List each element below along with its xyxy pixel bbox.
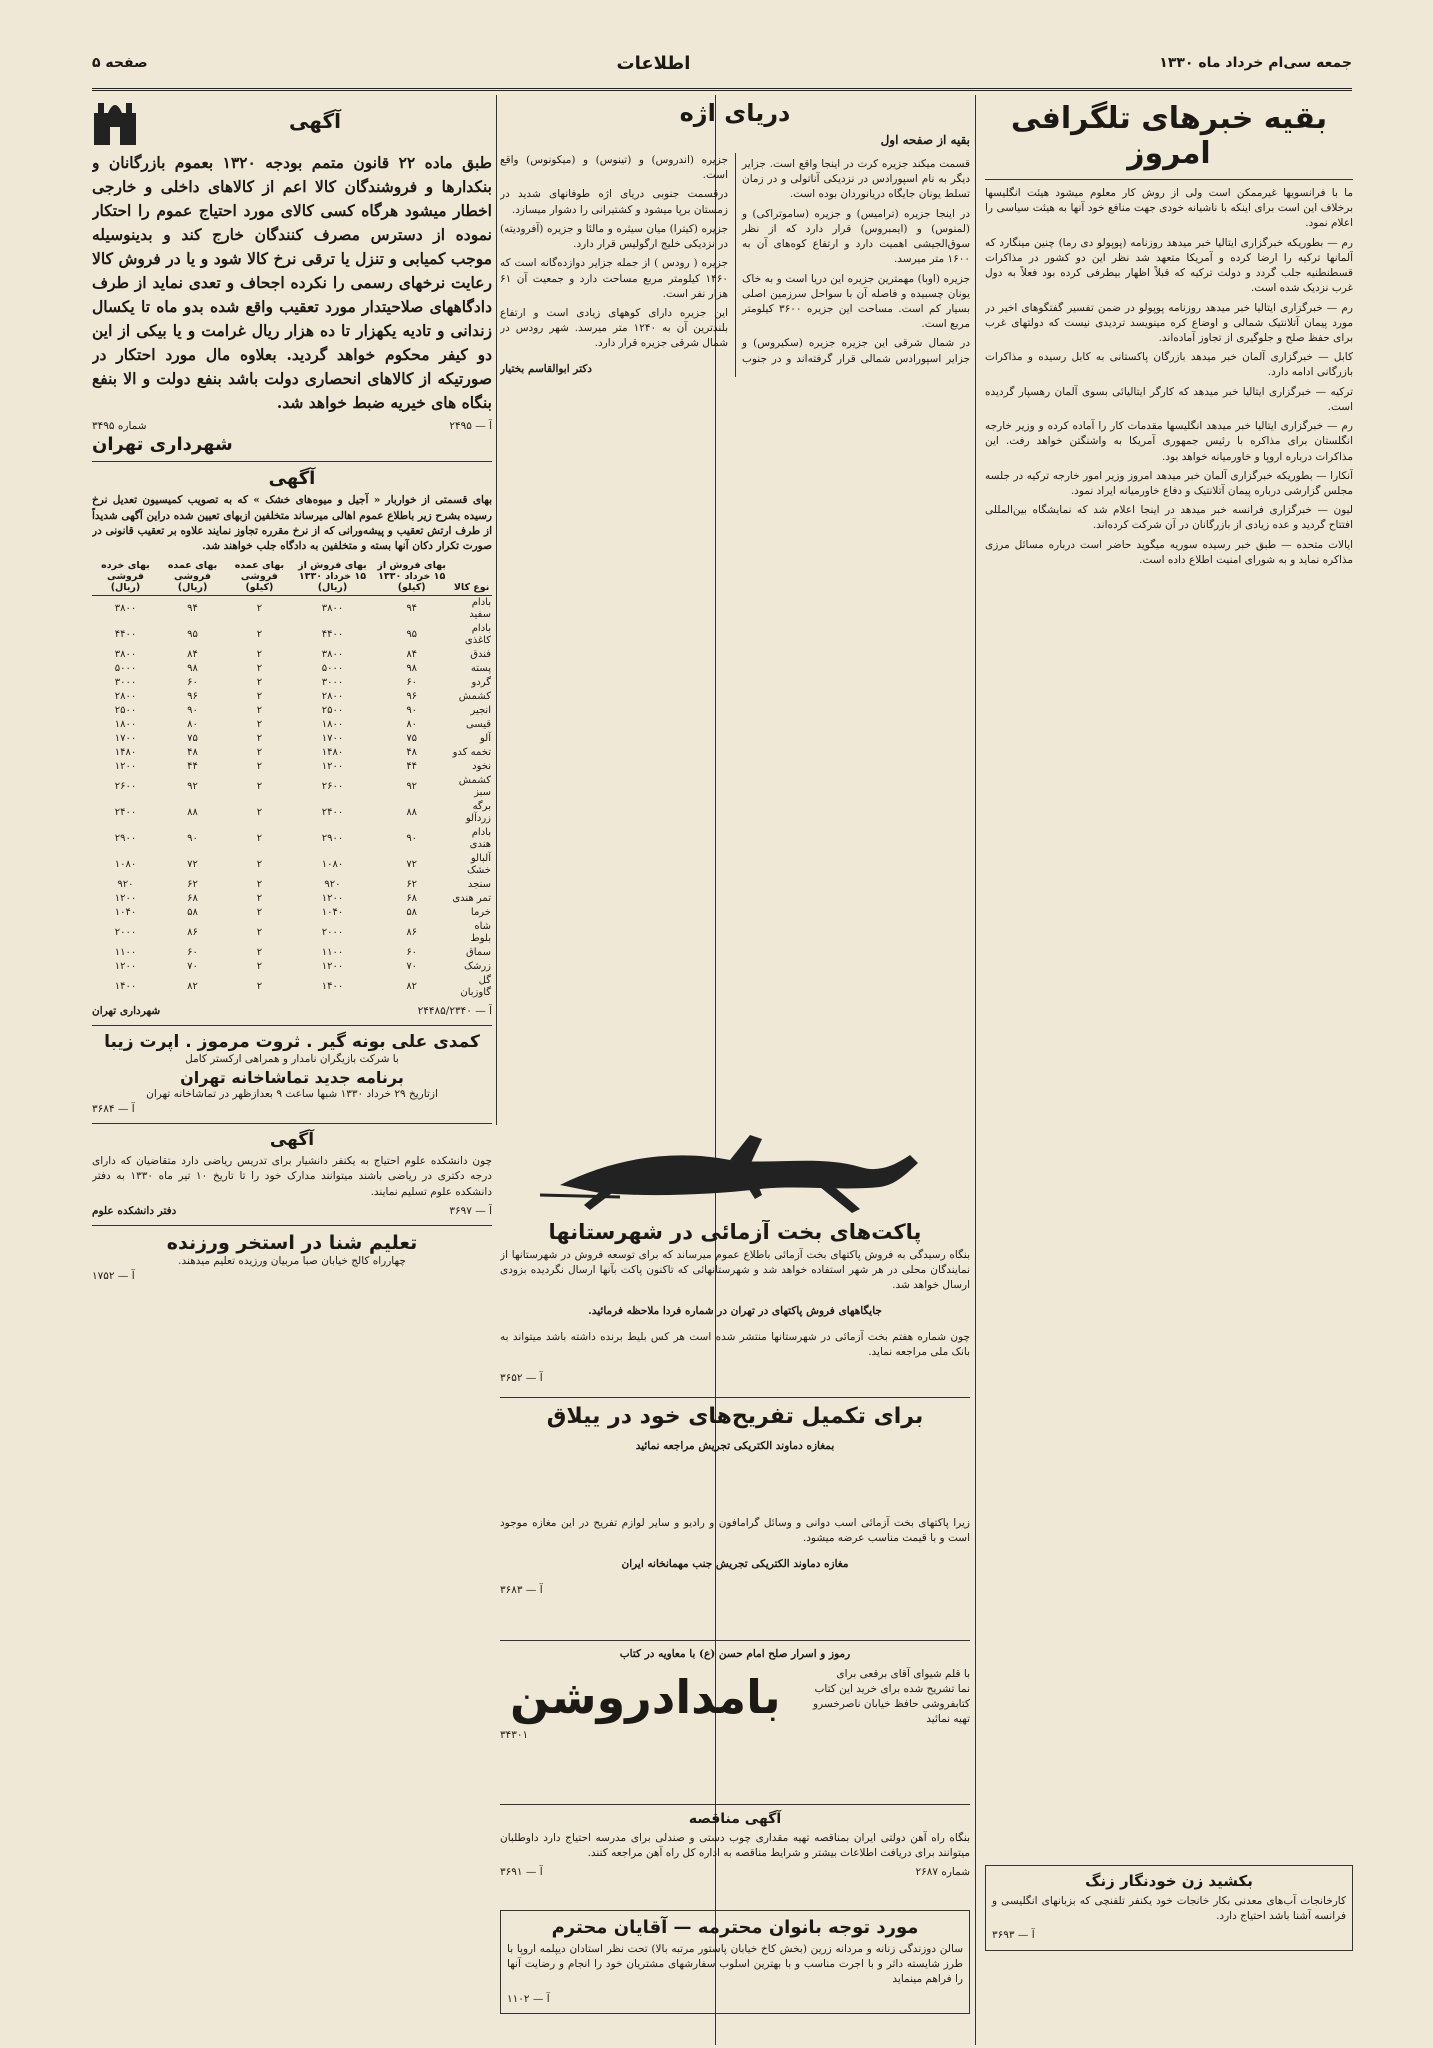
table-cell: ۷۲ (187, 859, 198, 871)
table-cell: ۷۲ (406, 859, 418, 871)
news-paragraph: ایالات متحده — طبق خبر رسیده سوریه میگوید حاضر است درباره مسائل مرزی مذاکره نماید و به شورای امنیت اطلاع داده است. (985, 538, 1353, 566)
table-row (92, 622, 492, 648)
table-cell: ۲ (256, 961, 263, 973)
lottery-body2: چون شماره هفتم بخت آزمائی در شهرستانها منتشر شده است هر کس بلیط برنده داشته باشد میتواند به بانک ملی مراجعه نماید. (500, 1330, 970, 1359)
table-cell: ۸۶ (406, 927, 418, 939)
tailor-ad (500, 1910, 970, 2040)
table-cell: ۸۸ (187, 807, 198, 819)
page-date: جمعه سی‌ام خرداد ماه ۱۳۳۰ (1159, 55, 1352, 71)
table-cell: ۱۴۰۰ (321, 981, 344, 993)
table-cell: ۲ (256, 691, 263, 703)
table-cell: ۳۸۰۰ (321, 603, 344, 615)
table-cell: ۸۴ (187, 649, 198, 661)
table-cell: ۲ (256, 663, 263, 675)
lottery-body: بنگاه رسیدگی به فروش پاکتهای بخت آزمائی باطلاع عموم میرساند که برای توسعه فروش در شهرستانها از نمایندگان محلی در هر شهر استفاده خواهد شد و شهرستانهائی که تاکنون پاکت بآنها ارسال نگردیده بزودی ارسال خواهد شد. (500, 1249, 970, 1292)
table-cell: ۱۸۰۰ (114, 719, 137, 731)
table-cell: ۸۰ (187, 719, 198, 731)
sea-paragraph: جزیره ( رودس ) از جمله جزایر دوازده‌گانه است که ۱۴۶۰ کیلومتر مربع مساحت دارد و جمعیت آن ۶۱ هزار نفر است. (500, 257, 728, 300)
price-ad-title: آگهی (289, 109, 341, 133)
table-cell: ۲۴۰۰ (114, 807, 137, 819)
table-row (92, 974, 492, 1000)
comedy-code: آ — ۳۶۸۴ (92, 1102, 135, 1115)
table-cell: خرما (470, 907, 491, 919)
sea-article (500, 95, 970, 1115)
table-cell: ۳۸۰۰ (114, 649, 137, 661)
table-cell: ۲۸۰۰ (114, 691, 137, 703)
swim-title: تعلیم شنا در استخر ورزنده (166, 1232, 418, 1255)
table-cell: ۱۲۰۰ (321, 893, 344, 905)
tender-body: بنگاه راه آهن دولتی ایران بمناقصه تهیه مقداری چوب دستی و صندلی برای مدرسه احتیاج دارد داوطلبان میتوانند برای دریافت اطلاعات بیشتر و شرایط مناقصه به اداره کل راه آهن مراجعه کنند. (500, 1832, 970, 1860)
summer-title: برای تکمیل تفریح‌های خود در ییلاق (546, 1403, 924, 1429)
sea-continued: بقیه از صفحه اول (880, 133, 970, 147)
page-header (92, 48, 1352, 78)
table-cell: ۲ (256, 705, 263, 717)
tender-title: آگهی مناقصه (688, 1811, 782, 1827)
table-cell: ۲ (256, 719, 263, 731)
table-cell: ۲ (256, 677, 263, 689)
news-paragraph: آنکارا — بطوریکه خبرگزاری آلمان خبر میدهد امروز وزیر امور خارجه ترکیه در جلسه مجلس گزارشی درباره پیمان آتلانتیک و دفاع خاورمیانه ایراد نمود. (985, 469, 1353, 497)
table-cell: ۲ (256, 603, 263, 615)
news-paragraph: ترکیه — خبرگزاری ایتالیا خبر میدهد که کارگر ایتالیائی بسوی آلمان رهسپار گردیده است. (985, 385, 1353, 413)
table-cell: ۱۲۰۰ (114, 893, 137, 905)
nuts-ad-title: آگهی (268, 468, 316, 490)
table-cell: ۱۰۴۰ (321, 907, 344, 919)
table-row (92, 946, 492, 960)
news-paragraph: لیون — خبرگزاری فرانسه خبر میدهد در اینجا اعلام شد که نمایشگاه بین‌المللی افتتاح گردید و عده زیادی از بازرگانان در آن شرکت کرده‌اند. (985, 504, 1353, 532)
table-cell: کشمش سبز (458, 775, 491, 799)
summer-body: زیرا پاکتهای بخت آزمائی اسب دوانی و وسائل گرامافون و رادیو و سایر لوازم تفریح در این مغازه موجود است و با قیمت مناسب عرضه میشود. (500, 1517, 970, 1545)
uni-ad-code: آ — ۳۶۹۷ (449, 1204, 492, 1217)
table-cell: ۱۰۴۰ (114, 907, 137, 919)
tender-ad (500, 1798, 970, 1908)
table-cell: ۹۸ (187, 663, 198, 675)
table-cell: ۱۰۸۰ (321, 859, 344, 871)
table-cell: ۲ (256, 781, 263, 793)
municipality-emblem-icon (92, 95, 138, 147)
horse-illustration (500, 1125, 970, 1215)
sea-paragraph: درقسمت جنوبی دریای اژه طوفانهای شدید در زمستان برپا میشود و کشتیرانی را دشوار میسازد. (500, 188, 728, 216)
table-cell: بادام سفید (469, 597, 491, 621)
table-cell: ۵۸ (187, 907, 198, 919)
table-row (92, 920, 492, 946)
table-cell: ۲۸۰۰ (321, 691, 344, 703)
table-cell: سنجد (467, 879, 491, 891)
table-cell: ۲۶۰۰ (321, 781, 344, 793)
summer-code: آ — ۳۶۸۳ (500, 1583, 543, 1596)
table-cell: ۲ (256, 879, 263, 891)
column-divider (975, 95, 976, 2045)
news-column (985, 95, 1353, 2045)
table-cell: ۲۹۰۰ (321, 833, 344, 845)
sea-author: دکتر ابوالقاسم بختیار (500, 363, 592, 376)
lottery-block (500, 1220, 970, 1510)
table-cell: ۹۲۰ (117, 879, 134, 891)
ads-column (92, 95, 492, 2045)
header-rule (92, 88, 1352, 91)
table-cell: ۱۲۰۰ (114, 961, 137, 973)
swim-code: آ — ۱۷۵۲ (92, 1270, 135, 1283)
table-cell: ۲ (256, 807, 263, 819)
comedy-title: کمدی علی بونه گیر . ثروت مرموز . اپرت زیبا (104, 1032, 480, 1053)
table-cell: ۹۴ (406, 603, 418, 615)
table-cell: ۶۲ (406, 879, 418, 891)
price-ad-body: طبق ماده ۲۲ قانون متمم بودجه ۱۳۲۰ بعموم بازرگانان و بنکدارها و فروشندگان کالا اعم از کالاهای داخلی و خارجی اخطار میشود هرگاه کسی کالای مورد احتیاج عموم را احتکار نموده از دسترس مصرف کنندگان خارج کند و بدینوسیله موجب کمیابی و تنزل یا ترقی نرخ کالا شود و یا در فروش کالا رعایت نرخهای رسمی را نکرده اجحاف و تعدی نماید از طرف دادگاههای صلاحیتدار مورد تعقیب واقع شده بدو ماه تا یکسال زندانی و تادیه یکهزار تا ده هزار ریال غرامت و یا بیکی از این دو کیفر محکوم خواهد گردید. بعلاوه مال مورد احتکار در صورتیکه از کالاهای انحصاری دولت باشد بنفع دولت و الا بنفع بنگاه های خیریه ضبط خواهد شد. (92, 153, 492, 413)
table-cell: ۸۰ (406, 719, 418, 731)
table-row (92, 760, 492, 774)
table-cell: ۳۰۰۰ (114, 677, 137, 689)
table-cell: ۸۲ (187, 981, 198, 993)
tailor-title: مورد توجه بانوان محترمه — آقایان محترم (551, 1917, 919, 1938)
table-cell: ۶۰ (406, 677, 418, 689)
news-paragraph: کابل — خبرگزاری آلمان خبر میدهد بازرگان پاکستانی به کابل رسیده و مذاکرات بازرگانی ادامه دارد. (985, 351, 1353, 379)
table-cell: ۹۴ (187, 603, 198, 615)
news-title: بقیه خبرهای تلگرافی امروز (1010, 101, 1328, 171)
table-cell: فندق (470, 649, 491, 661)
lottery-bold: جایگاههای فروش پاکتهای در تهران در شماره فردا ملاحظه فرمائید. (588, 1305, 882, 1318)
lottery-title: پاکت‌های بخت آزمائی در شهرستانها (548, 1220, 922, 1244)
table-cell: ۱۲۰۰ (321, 761, 344, 773)
sea-paragraph: در شمال شرقی این جزیره جزیره (سکیروس) و جزایر اسپورادس شمالی قرار گرفته‌اند و در جنوب جزیره (اندروس) و (تینوس) و (میکونوس) واقع است. (500, 154, 970, 365)
table-row (92, 960, 492, 974)
table-cell: زرشک (464, 961, 491, 973)
table-cell: آلو (480, 733, 491, 745)
table-cell: ۲ (256, 859, 263, 871)
price-table-header: بهای عمده فروشی (ریال) (159, 558, 226, 596)
table-cell: ۷۵ (406, 733, 418, 745)
table-cell: ۷۰ (406, 961, 418, 973)
table-cell: ۷۰ (187, 961, 198, 973)
sea-paragraph: جزیره (کیترا) میان سیثره و مالئا و جزیره (آفرودیته) در نزدیکی خلیج ارگولیس قرار دارد. (500, 222, 728, 251)
sea-paragraph: این جزیره دارای کوههای زیادی است و ارتفاع بلندترین آن به ۱۲۴۰ متر میرسد. شهر رودس در شمال شرقی جزیره قرار دارد. (500, 306, 728, 350)
nuts-ad-code: آ — ۲۴۴۸۵/۲۳۴۰ (417, 1005, 492, 1018)
nuts-ad-body: بهای قسمتی از خواربار « آجیل و میوه‌های خشک » که به تصویب کمیسیون تعدیل نرخ رسیده بشرح زیر باطلاع عموم اهالی میرساند متخلفین ازبهای تعیین شده دراین آگهی شدیداً از طرف ارتش تعقیب و پیشه‌ورانی که از نرخ مقرره تجاوز نمایند علاوه بر تعقیب قانونی در صورت تکرار دکان آنها بسته و متخلفین به دادگاه جلب خواهند شد. (92, 494, 492, 553)
table-row (92, 906, 492, 920)
table-row (92, 718, 492, 732)
table-cell: ۵۰۰۰ (114, 663, 137, 675)
table-cell: انجیر (470, 705, 491, 717)
table-cell: ۱۰۸۰ (114, 859, 137, 871)
table-cell: ۴۴۰۰ (114, 629, 137, 641)
table-cell: ۸۴ (406, 649, 418, 661)
table-cell: ۲۴۰۰ (321, 807, 344, 819)
table-row (92, 676, 492, 690)
table-row (92, 596, 492, 623)
book-title: رموز و اسرار صلح امام حسن (ع) با معاویه در کتاب (619, 1648, 851, 1660)
swim-body: چهارراه کالج خیابان صبا مربیان ورزیده تعلیم میدهند. (178, 1255, 406, 1268)
table-cell: ۱۴۰۰ (114, 981, 137, 993)
table-cell: ۲ (256, 907, 263, 919)
table-cell: نخود (472, 761, 491, 773)
table-cell: ۵۰۰۰ (321, 663, 344, 675)
table-cell: ۳۸۰۰ (321, 649, 344, 661)
table-cell: ۱۲۰۰ (321, 961, 344, 973)
table-cell: ۶۰ (187, 947, 198, 959)
book-ad (500, 1634, 970, 1794)
news-paragraph: رم — خبرگزاری ایتالیا خبر میدهد انگلیسها مقدمات کار را آماده کرده و وزیر خارجه انگلستان برای مذاکره با رئیس جمهوری آمریکا به واشنگتن خواهد رفت. این مذاکرات درباره اروپا و خاورمیانه خواهد بود. (985, 420, 1353, 463)
table-cell: ۹۶ (187, 691, 198, 703)
table-row (92, 662, 492, 676)
table-cell: ۱۴۸۰ (321, 747, 344, 759)
table-cell: ۶۰ (187, 677, 198, 689)
table-cell: گل گاوزبان (460, 975, 491, 999)
table-cell: ۹۲۰ (324, 879, 341, 891)
table-cell: ۲ (256, 947, 263, 959)
table-row (92, 852, 492, 878)
table-cell: ۱۷۰۰ (321, 733, 344, 745)
table-cell: ۲ (256, 629, 263, 641)
table-cell: ۹۰ (187, 705, 198, 717)
table-cell: ۲ (256, 649, 263, 661)
book-note: نما تشریح شده برای خرید این کتاب (814, 1683, 970, 1695)
table-cell: ۲ (256, 747, 263, 759)
table-cell: سماق (466, 947, 491, 959)
table-cell: ۱۲۰۰ (114, 761, 137, 773)
price-table (92, 558, 492, 1000)
tender-number: شماره ۲۶۸۷ (915, 1866, 970, 1879)
table-row (92, 800, 492, 826)
table-row (92, 878, 492, 892)
book-note: کتابفروشی حافظ خیابان ناصرخسرو (813, 1698, 970, 1711)
table-cell: ۱۷۰۰ (114, 733, 137, 745)
table-cell: ۴۸ (187, 747, 198, 759)
lottery-code: آ — ۳۶۵۲ (500, 1371, 543, 1384)
news-paragraph: ما با فرانسویها غیرممکن است ولی از روش کار معلوم میشود هیئت انگلیسها برخلاف این است برای اینکه با ناشیانه خودی جهت منافع خود آنها به هیئت سیاسی را اعلام نمود. (985, 187, 1353, 230)
table-cell: ۲ (256, 761, 263, 773)
table-row (92, 732, 492, 746)
phone-body: کارخانجات آب‌های معدنی بکار خانجات خود یکنفر تلفنچی که بزبانهای انگلیسی و فرانسه آشنا باشد احتیاج دارد. (992, 1895, 1346, 1923)
tailor-code: آ — ۱۱۰۲ (507, 1992, 550, 2005)
table-cell: ۹۵ (406, 629, 418, 641)
table-cell: ۹۰ (406, 833, 418, 845)
table-cell: ۲۰۰۰ (321, 927, 344, 939)
table-cell: ۲۰۰۰ (114, 927, 137, 939)
table-cell: ۲۹۰۰ (114, 833, 137, 845)
table-cell: ۳۰۰۰ (321, 677, 344, 689)
phone-ad (985, 1865, 1353, 1995)
table-cell: ۷۵ (187, 733, 198, 745)
uni-ad-title: آگهی (269, 1130, 315, 1151)
table-cell: ۲ (256, 927, 263, 939)
table-cell: ۸۲ (406, 981, 418, 993)
page-number: صفحه ۵ (92, 55, 148, 71)
price-table-header: بهای فروش از ۱۵ خرداد ۱۳۳۰ (کیلو) (372, 558, 451, 596)
table-cell: ۲۵۰۰ (114, 705, 137, 717)
table-cell: ۶۸ (406, 893, 418, 905)
table-cell: برگه زردآلو (465, 801, 491, 825)
masthead: اطلاعات (616, 52, 691, 74)
tailor-body: سالن دوزندگی زنانه و مردانه زرین (بخش کاخ خیابان پاستور مرتبه بالا) تحت نظر استادان دیپلمه اروپا با طرز شایسته داثر و با اجرت مناسب و با بهترین اسلوب سفارشهای مشتریان خود را انجام و رضایت آنها را فراهم مینماید (507, 1943, 963, 1986)
price-table-header: بهای خرده فروشی (ریال) (92, 558, 159, 596)
table-cell: ۶۲ (187, 879, 198, 891)
table-cell: ۹۰ (187, 833, 198, 845)
table-cell: ۹۲ (406, 781, 418, 793)
comedy-note: ازتاریخ ۲۹ خرداد ۱۳۳۰ شبها ساعت ۹ بعدازظهر در تماشاخانه تهران (146, 1087, 438, 1100)
comedy-program: برنامه جدید تماشاخانه تهران (180, 1067, 404, 1087)
table-cell: ۴۴۰۰ (321, 629, 344, 641)
table-cell: ۴۴ (187, 761, 198, 773)
table-cell: ۹۰ (406, 705, 418, 717)
table-cell: ۳۸۰۰ (114, 603, 137, 615)
table-cell: ۶۸ (187, 893, 198, 905)
book-note: با قلم شیوای آقای برقعی برای (836, 1667, 970, 1680)
price-table-header: بهای فروش از ۱۵ خرداد ۱۳۳۰ (ریال) (293, 558, 373, 596)
table-cell: پسته (470, 663, 491, 675)
news-paragraph: رم — بطوریکه خبرگزاری ایتالیا خبر میدهد روزنامه (پوپولو دی رما) چنین مینگارد که آلمانها ترکیه را ارضا کرده و آمریکا متعهد شد نظر این دو کشور در مذاکرات قسطنطنیه جلب گردد و دولت ترکیه که قبلاً اظهار بیطرفی کرده بود فعلاً به دول غرب نزدیک شده است. (985, 236, 1353, 295)
uni-ad-body: چون دانشکده علوم احتیاج به یکنفر دانشیار برای تدریس ریاضی دارد متقاضیان که دارای درجه دکتری در ریاضی باشند میتوانند مدارک خود را تا تاریخ ۱۰ تیر ماه ۱۳۳۰ به دفتر دانشکده علوم تسلیم نمایند. (92, 1155, 492, 1198)
table-cell: ۲ (256, 893, 263, 905)
table-cell: ۱۸۰۰ (321, 719, 344, 731)
table-row (92, 774, 492, 800)
book-code: ۳۴۳۰۱ (500, 1729, 529, 1742)
comedy-sub: با شرکت بازیگران نامدار و همراهی ارکستر کامل (185, 1053, 399, 1066)
table-cell: ۹۸ (406, 663, 418, 675)
table-cell: ۱۱۰۰ (114, 947, 137, 959)
table-cell: ۹۶ (406, 691, 418, 703)
sea-title: دریای اژه (679, 99, 791, 127)
sea-paragraph: در اینجا جزیره (ترامیس) و جزیره (ساموتراکی) و (لمنوس) و (ایمبروس) قرار دارد که از نظر سوق‌الجیشی اهمیت دارد و ارتفاع کوه‌های آن به ۱۶۰۰ متر میرسد. (742, 207, 970, 266)
book-name: بامدادروشن (510, 1670, 781, 1725)
uni-ad-signature: دفتر دانشکده علوم (92, 1204, 177, 1217)
table-cell: ۱۴۸۰ (114, 747, 137, 759)
table-cell: گردو (471, 677, 491, 689)
table-cell: تمر هندی (452, 893, 491, 905)
table-cell: کشمش (458, 691, 491, 703)
summer-sub: بمغازه دماوند الکتریکی تجریش مراجعه نمائید (635, 1440, 835, 1453)
summer-block (500, 1512, 970, 1632)
phone-title: بکشید زن خودنگار زنگ (1085, 1872, 1253, 1890)
table-cell: ۲ (256, 833, 263, 845)
table-row (92, 746, 492, 760)
table-cell: ۲۶۰۰ (114, 781, 137, 793)
phone-code: آ — ۳۶۹۳ (992, 1929, 1035, 1942)
table-cell: شاه بلوط (470, 921, 491, 945)
price-table-header: بهای عمده فروشی (کیلو) (226, 558, 293, 596)
table-cell: آلبالو خشک (466, 853, 491, 877)
sea-paragraph: جزیره (اوبا) مهمترین جزیره این دریا است و به خاک یونان چسبیده و فاصله آن با سواحل سرزمین اصلی بسیار کم است. مساحت این جزیره ۳۶۰۰ کیلومتر مربع است. (742, 272, 970, 331)
table-cell: ۸۸ (406, 807, 418, 819)
price-table-header: نوع کالا (451, 558, 492, 596)
table-cell: ۹۲ (187, 781, 198, 793)
news-paragraph: رم — خبرگزاری ایتالیا خبر میدهد روزنامه پوپولو در ضمن تفسیر گفتگوهای اخیر در مورد پیمان آتلانتیک شمالی و اوضاع کره مینویسد تردیدی نیست که دولتهای غرب برای حفظ صلح و جلوگیری از تجاوز آماده‌اند. (985, 301, 1353, 344)
table-cell: تخمه کدو (452, 747, 491, 759)
column-divider (496, 95, 497, 1125)
table-row (92, 690, 492, 704)
table-cell: ۲ (256, 733, 263, 745)
book-note: تهیه نمائید (926, 1713, 970, 1726)
table-cell: ۹۵ (187, 629, 198, 641)
summer-bold: مغازه دماوند الکتریکی تجریش جنب مهمانخانه ایران (621, 1557, 849, 1570)
price-ad-signature: شهرداری تهران (92, 434, 233, 456)
table-cell: ۸۶ (187, 927, 198, 939)
table-cell: ۶۰ (406, 947, 418, 959)
table-cell: بادام کاغذی (464, 623, 491, 647)
tender-code: آ — ۳۶۹۱ (500, 1866, 543, 1879)
table-cell: ۴۸ (406, 747, 418, 759)
price-ad-code: آ — ۲۴۹۵ (449, 420, 492, 433)
table-row (92, 826, 492, 852)
sea-paragraph: قسمت میکند جزیره کرت در اینجا واقع است. جزایر دیگر به نام اسپورادس در نزدیکی آناتولی و در زمان تسلط یونان جایگاه دریانوردان بوده است. (742, 158, 970, 201)
table-row (92, 648, 492, 662)
table-cell: بادام هندی (469, 827, 491, 851)
nuts-ad-signature: شهرداری تهران (92, 1005, 161, 1018)
table-cell: ۵۸ (406, 907, 418, 919)
table-cell: ۴۴ (406, 761, 418, 773)
table-cell: ۲۵۰۰ (321, 705, 344, 717)
table-row (92, 704, 492, 718)
table-cell: قیسی (465, 719, 491, 731)
price-ad-number: شماره ۳۴۹۵ (92, 420, 147, 433)
table-cell: ۱۱۰۰ (321, 947, 344, 959)
table-row (92, 892, 492, 906)
table-cell: ۲ (256, 981, 263, 993)
